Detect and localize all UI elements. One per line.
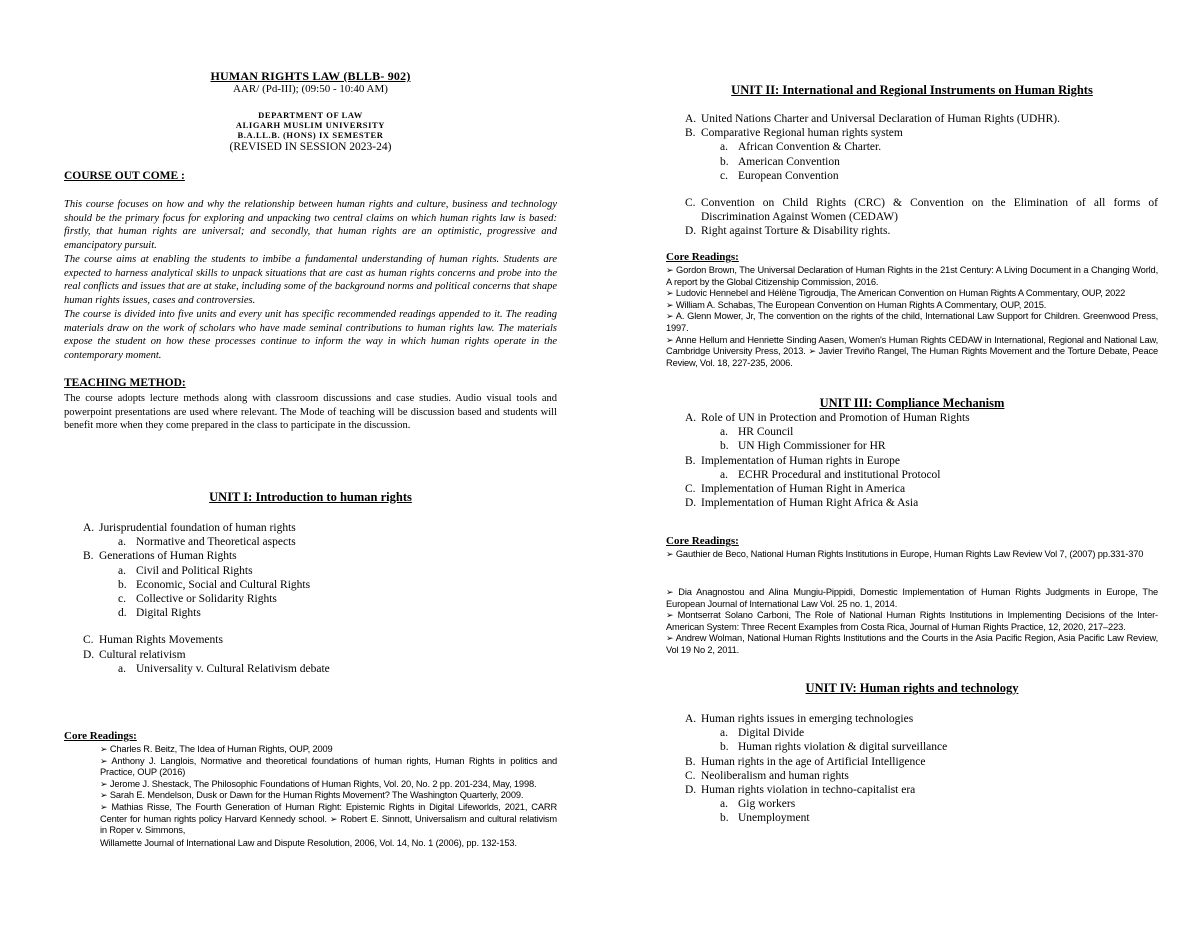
unit-3-heading: UNIT III: Compliance Mechanism [819, 396, 1005, 410]
reading-item: ➢ Andrew Wolman, National Human Rights Institutions and the Courts in the Asia Pacific Region, Asia Pacific Law Review, Vol 19 No 2, 2011. [666, 633, 1158, 655]
revised-session: (REVISED IN SESSION 2023-24) [229, 141, 392, 153]
unit-3-readings [666, 587, 1158, 657]
reading-item: ➢ Anne Hellum and Henriette Sinding Aasen, Women's Human Rights CEDAW in International, Regional and National Law, Cambridge University Press, 2013. ➢ Javier Treviño Rangel, The Human Rights Movement and the Torture Debate, Peace Review, Vol. 18, 227-235, 2006. [666, 334, 1158, 368]
unit-2-readings [666, 265, 1158, 369]
list-item: a. Civil and Political Rights [118, 564, 253, 577]
list-item: B. Implementation of Human rights in Europe [685, 454, 900, 467]
list-item: B. Generations of Human Rights [83, 550, 237, 563]
unit-3-reading-1: ➢ Gauthier de Beco, National Human Rights Institutions in Europe, Human Rights Law Review Vol 7, (2007) pp.331-370 [666, 549, 1144, 559]
reading-item: ➢ A. Glenn Mower, Jr, The convention on the rights of the child, International Law Support for Children. Greenwood Press, 1997. [666, 311, 1159, 333]
unit-1-readings [100, 744, 557, 837]
course-outcome-paragraph-2: The course aims at enabling the students to imbibe a fundamental understanding of human rights. Students are expected to harness analytical skills to unpack situations that are cast as human rights concerns and probe into the real conflicts and issues that are at stake, including some of the background norms and political concerns that shape human rights issues, cases and controversies. [64, 254, 557, 306]
list-item: a. HR Council [720, 426, 794, 439]
unit-3-topics [666, 411, 1158, 510]
unit-1-readings-heading: Core Readings: [64, 730, 137, 742]
reading-item: ➢ Mathias Risse, The Fourth Generation of Human Right: Epistemic Rights in Digital Lifeworlds, 2021, CARR Center for human rights policy Harvard Kennedy school. ➢ Robert E. Sinnott, Universalism and cultural relativism in Roper v. Simmons, [100, 801, 558, 836]
reading-item: ➢ Montserrat Solano Carboni, The Role of National Human Rights Institutions in Implementing Decisions of the Inter-American System: Three Recent Examples from Costa Rica, Journal of Human Rights Practice, 12, 2020, 217–223. [666, 610, 1158, 632]
list-item: C. Convention on Child Rights (CRC) & Convention on the Elimination of all forms of Discrimination Against Women (CEDAW) [685, 197, 1158, 224]
list-item: A. Jurisprudential foundation of human rights [83, 522, 296, 534]
list-item: a. Normative and Theoretical aspects [118, 536, 296, 549]
list-item: D. Right against Torture & Disability rights. [685, 225, 891, 238]
list-item: b. American Convention [720, 155, 840, 168]
list-item: C. Implementation of Human Right in America [685, 483, 906, 496]
course-outcome-paragraph-1: This course focuses on how and why the relationship between human rights and culture, business and technology should be the primary focus for exploring and unpacking two central claims on which human rights law is based: firstly, that human rights are universal; and secondly, that human rights are an optimistic, progressive and emancipatory pursuit. [64, 199, 557, 251]
unit-1-topics [64, 521, 557, 676]
reading-item: ➢ William A. Schabas, The European Convention on Human Rights A Commentary, OUP, 2015. [666, 299, 1047, 310]
list-item: A. Role of UN in Protection and Promotion of Human Rights [685, 412, 970, 424]
list-item: D. Implementation of Human Right Africa & Asia [685, 497, 919, 510]
unit-1-heading: UNIT I: Introduction to human rights [209, 490, 412, 504]
reading-item: ➢ Dia Anagnostou and Alina Mungiu-Pippidi, Domestic Implementation of Human Rights Judgments in Europe, The European Journal of International Law Vol. 25 no. 1, 2014. [666, 587, 1159, 609]
unit-2-readings-heading: Core Readings: [666, 251, 739, 263]
university-name: ALIGARH MUSLIM UNIVERSITY [235, 120, 386, 130]
unit-4-topics [666, 712, 1158, 826]
course-outcome-paragraph-3: The course is divided into five units and every unit has specific recommended readings appended to it. The reading materials draw on the work of scholars who have made seminal contributions to human rights law. The materials expose the student on how these processes continue to inform the way in which human rights operate in the contemporary moment. [64, 309, 557, 361]
reading-item: ➢ Gordon Brown, The Universal Declaration of Human Rights in the 21st Century: A Living Document in a Changing World, A report by the Global Citizenship Commission, 2016. [666, 265, 1159, 287]
list-item: B. Human rights in the age of Artificial Intelligence [685, 755, 926, 768]
list-item: B. Comparative Regional human rights system [685, 127, 903, 140]
list-item: C. Human Rights Movements [83, 634, 223, 647]
programme-name: B.A.LL.B. (HONS) IX SEMESTER [237, 130, 384, 140]
reading-item: ➢ Charles R. Beitz, The Idea of Human Rights, OUP, 2009 [100, 744, 333, 754]
unit-4-heading: UNIT IV: Human rights and technology [805, 681, 1019, 695]
list-item: c. European Convention [720, 169, 839, 182]
unit-2-heading: UNIT II: International and Regional Instruments on Human Rights [731, 83, 1093, 97]
list-item: D. Human rights violation in techno-capitalist era [685, 784, 916, 797]
reading-item: ➢ Jerome J. Shestack, The Philosophic Foundations of Human Rights, Vol. 20, No. 2 pp. 201-234, May, 1998. [100, 778, 537, 789]
reading-item: ➢ Sarah E. Mendelson, Dusk or Dawn for the Human Rights Movement? The Washington Quarterly, 2009. [100, 790, 524, 801]
list-item: b. Unemployment [720, 812, 810, 825]
list-item: a. African Convention & Charter. [720, 141, 882, 154]
department-name: DEPARTMENT OF LAW [258, 110, 363, 120]
list-item: a. Digital Divide [720, 727, 805, 740]
list-item: b. Human rights violation & digital surveillance [720, 741, 948, 754]
list-item: c. Collective or Solidarity Rights [118, 593, 277, 606]
unit-1-reading-journal: Willamette Journal of International Law and Dispute Resolution, 2006, Vol. 14, No. 1 (2006), pp. 132-153. [100, 838, 517, 848]
list-item: D. Cultural relativism [83, 648, 186, 661]
list-item: a. Universality v. Cultural Relativism debate [118, 662, 330, 675]
teaching-method-heading: TEACHING METHOD: [64, 377, 186, 389]
unit-2-topics [666, 112, 1158, 239]
reading-item: ➢ Ludovic Hennebel and Hélène Tigroudja, The American Convention on Human Rights A Commentary, OUP, 2022 [666, 288, 1126, 299]
unit-3-readings-heading: Core Readings: [666, 535, 739, 547]
list-item: A. Human rights issues in emerging technologies [685, 713, 914, 725]
reading-item: ➢ Anthony J. Langlois, Normative and theoretical foundations of human rights, Human Rights in politics and Practice, OUP (2016) [100, 755, 557, 778]
teaching-method-text: The course adopts lecture methods along with classroom discussions and case studies. Audio visual tools and powerpoint presentations are used where relevant. The Mode of teaching will be discussion based and students will benefit more when they come prepared in the class to participate in the discussion. [64, 393, 557, 432]
list-item: b. Economic, Social and Cultural Rights [118, 578, 311, 591]
list-item: b. UN High Commissioner for HR [720, 440, 886, 453]
list-item: a. ECHR Procedural and institutional Protocol [720, 468, 941, 481]
course-outcome-heading: COURSE OUT COME : [64, 170, 185, 182]
course-schedule: AAR/ (Pd-III); (09:50 - 10:40 AM) [233, 83, 388, 95]
list-item: a. Gig workers [720, 798, 796, 811]
list-item: C. Neoliberalism and human rights [685, 769, 849, 782]
course-title: HUMAN RIGHTS LAW (BLLB- 902) [210, 69, 411, 83]
list-item: A. United Nations Charter and Universal Declaration of Human Rights (UDHR). [685, 113, 1060, 125]
list-item: d. Digital Rights [118, 607, 201, 620]
